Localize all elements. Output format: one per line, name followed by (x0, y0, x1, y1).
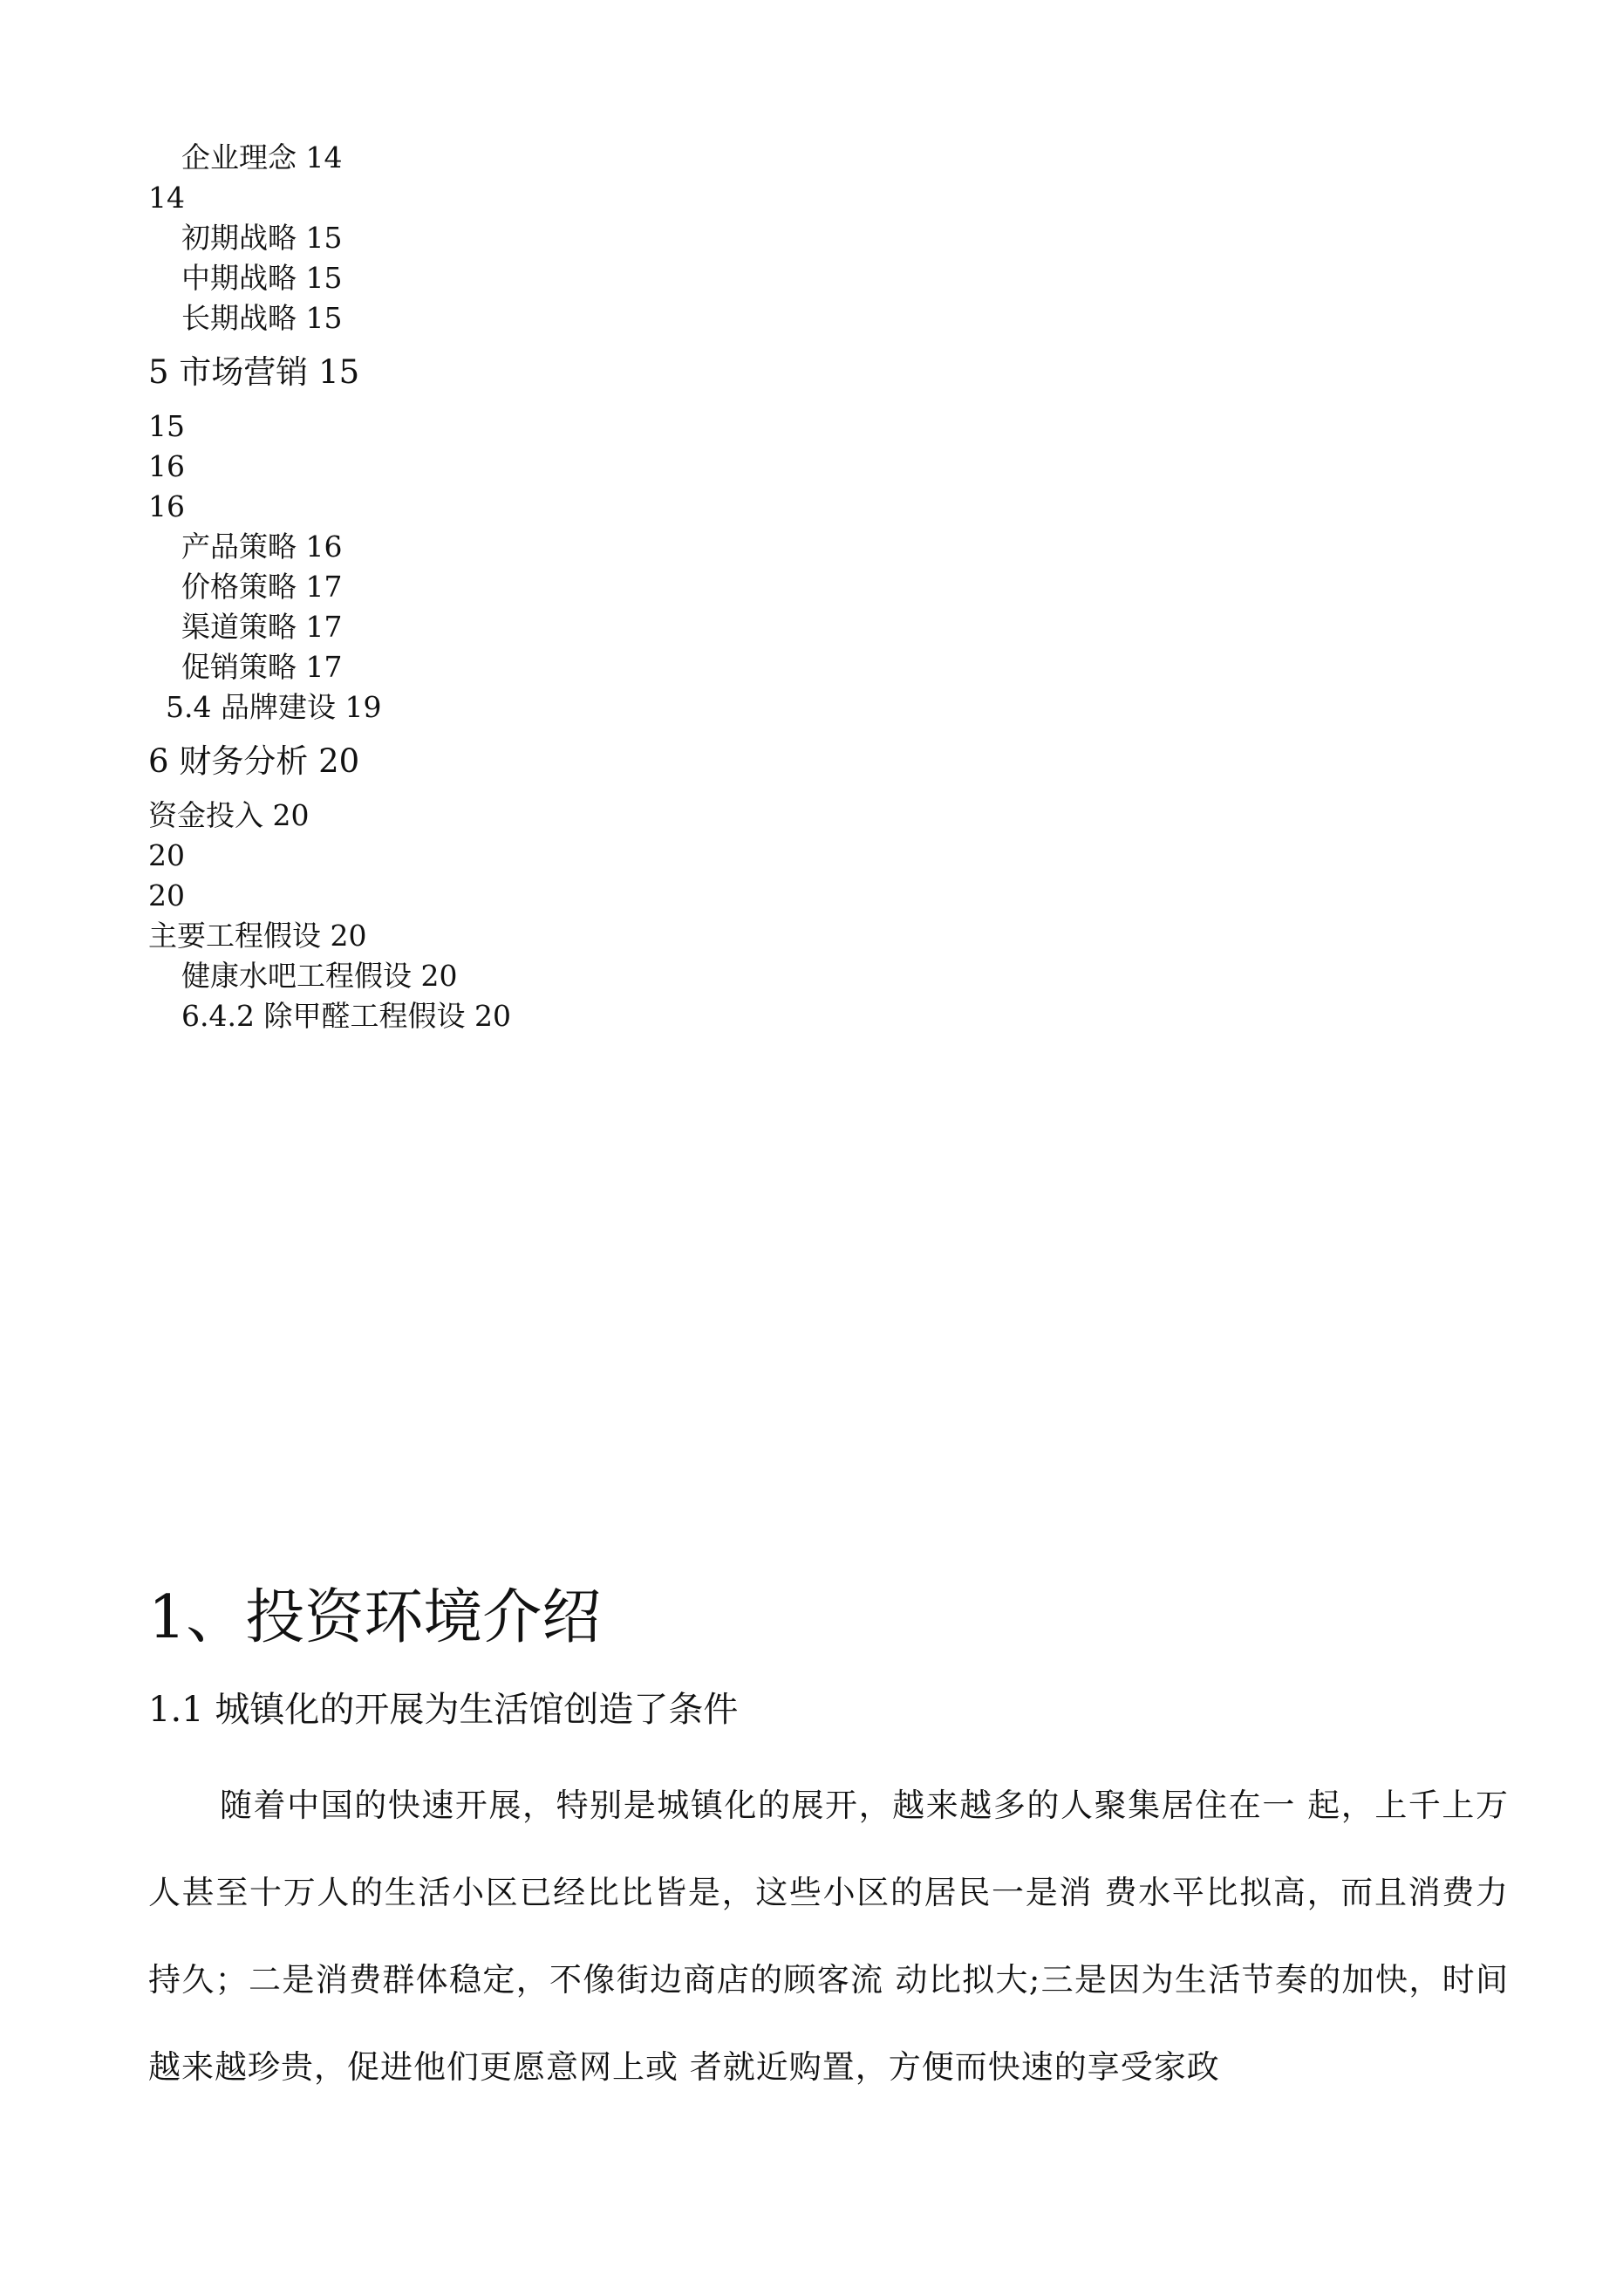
toc-entry[interactable]: 15 (148, 409, 185, 443)
toc-entry[interactable]: 主要工程假设 20 (148, 919, 367, 953)
toc-entry[interactable]: 16 (148, 489, 185, 523)
toc-entry[interactable]: 5.4 品牌建设 19 (166, 690, 382, 724)
toc-entry[interactable]: 渠道策略 17 (181, 610, 343, 644)
table-of-contents (148, 138, 933, 1036)
subsection-heading: 1.1 城镇化的开展为生活馆创造了条件 (148, 1690, 739, 1730)
toc-entry[interactable]: 中期战略 15 (181, 261, 343, 295)
toc-entry[interactable]: 初期战略 15 (181, 221, 343, 255)
toc-entry[interactable]: 20 (148, 878, 185, 912)
toc-entry[interactable]: 健康水吧工程假设 20 (181, 959, 458, 993)
body-paragraph: 随着中国的快速开展，特别是城镇化的展开，越来越多的人聚集居住在一 起，上千上万人甚至十万人的生活小区已经比比皆是，这些小区的居民一是消 费水平比拟高，而且消费力持久；二是消费群体稳定，不像街边商店的顾客流 动比拟大;三是因为生活节奏的加快，时间越来越珍贵，促进他们更愿意网上或 者就近购置，方便而快速的享受家政 (148, 1787, 1509, 2086)
toc-chapter-entry[interactable]: 5 市场营销 15 (148, 353, 360, 391)
toc-entry[interactable]: 6.4.2 除甲醛工程假设 20 (181, 999, 511, 1033)
toc-entry[interactable]: 14 (148, 181, 185, 215)
toc-entry[interactable]: 资金投入 20 (148, 798, 310, 832)
section-heading: 1、投资环境介绍 (148, 1583, 602, 1652)
toc-entry[interactable]: 20 (148, 838, 185, 872)
section-investment-environment (148, 1579, 1509, 2111)
toc-entry[interactable]: 产品策略 16 (181, 530, 343, 564)
toc-entry[interactable]: 16 (148, 449, 185, 483)
toc-chapter-entry[interactable]: 6 财务分析 20 (148, 742, 360, 780)
toc-entry[interactable]: 企业理念 14 (181, 140, 343, 174)
toc-entry[interactable]: 促销策略 17 (181, 650, 343, 684)
toc-entry[interactable]: 长期战略 15 (181, 301, 343, 335)
toc-entry[interactable]: 价格策略 17 (181, 570, 343, 604)
